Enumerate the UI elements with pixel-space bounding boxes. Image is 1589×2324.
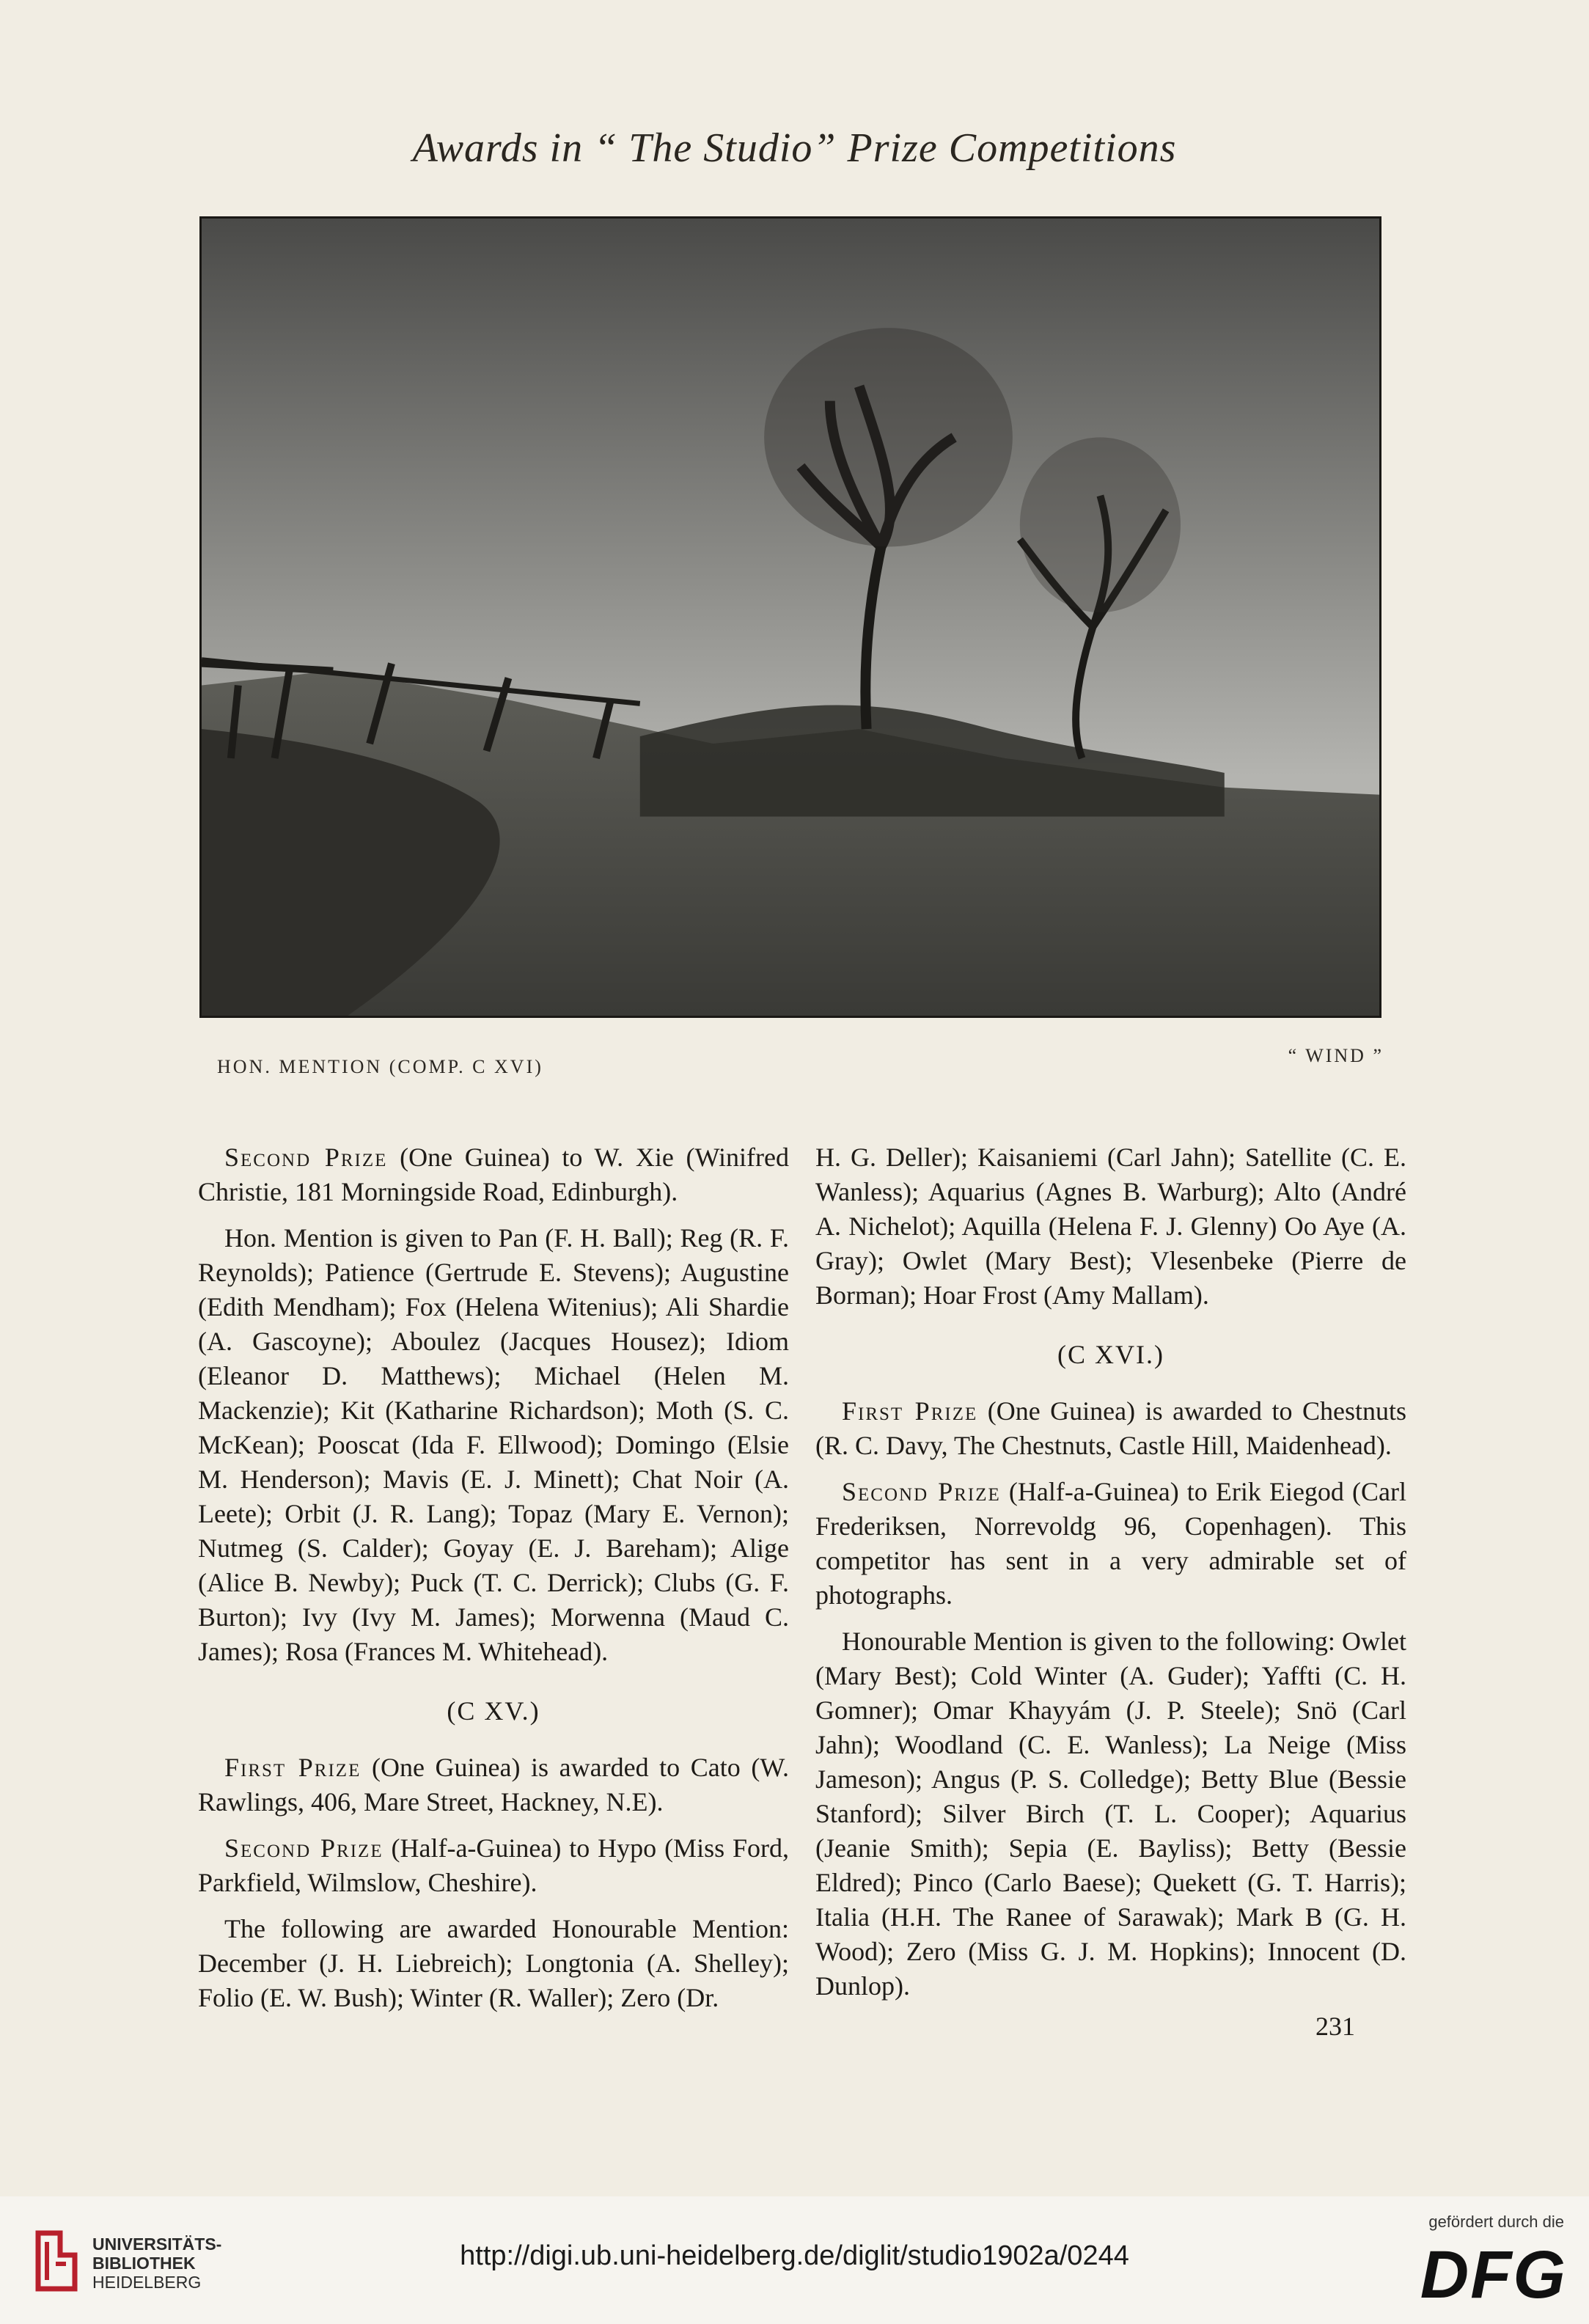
paragraph-text: (Half-a-Guinea) to Erik Eiegod (Carl Frederiksen, Norrevoldg 96, Copenhagen). This competitor has sent in a very admirable set of photographs.	[815, 1477, 1406, 1610]
paragraph	[198, 1831, 789, 1900]
section-heading: (C XVI.)	[1057, 1340, 1164, 1369]
paragraph: Hon. Mention is given to Pan (F. H. Ball); Reg (R. F. Reynolds); Patience (Gertrude E. Stevens); Augustine (Edith Mendham); Fox (Helena Witenius); Ali Shardie (A. Gascoyne); Aboulez (Jacques Housez); Idiom (Eleanor D. Matthews); Michael (Helen M. Mackenzie); Kit (Katharine Richardson); Moth (S. C. McKean); Pooscat (Ida F. Ellwood); Domingo (Elsie M. Henderson); Mavis (E. J. Minett); Chat Noir (A. Leete); Orbit (J. R. Lang); Topaz (Mary E. Vernon); Nutmeg (S. Calder); Goyay (E. J. Bareham); Alige (Alice B. Newby); Puck (T. C. Derrick); Clubs (G. F. Burton); Ivy (Ivy M. James); Morwenna (Maud C. James); Rosa (Frances M. Whitehead).	[198, 1223, 789, 1666]
funder-label: gefördert durch die	[1428, 2213, 1564, 2231]
photograph-wind	[199, 216, 1381, 1018]
library-name-line: BIBLIOTHEK	[92, 2254, 196, 2273]
paragraph	[198, 1751, 789, 1819]
small-caps-label: Second Prize	[842, 1477, 1001, 1506]
paragraph-text: (One Guinea) is awarded to Chestnuts (R. C. Davy, The Chestnuts, Castle Hill, Maidenhead).	[815, 1396, 1407, 1460]
footer-bar	[0, 2196, 1589, 2324]
dfg-logo: DFG	[1420, 2237, 1567, 2312]
section-heading: (C XV.)	[447, 1696, 540, 1726]
left-column	[198, 1140, 789, 2015]
small-caps-label: Second Prize	[224, 1143, 388, 1172]
paragraph: The following are awarded Honourable Mention: December (J. H. Liebreich); Longtonia (A. Shelley); Folio (E. W. Bush); Winter (R. Waller); Zero (Dr.	[198, 1914, 789, 2012]
paragraph-text: (One Guinea) is awarded to Cato (W. Rawlings, 406, Mare Street, Hackney, N.E).	[198, 1753, 790, 1817]
paragraph-text: (One Guinea) to W. Xie (Winifred Christie, 181 Morningside Road, Edinburgh).	[198, 1143, 789, 1206]
photo-caption-left: HON. MENTION (COMP. C XVI)	[217, 1056, 543, 1077]
permalink-url[interactable]: http://digi.ub.uni-heidelberg.de/diglit/studio1902a/0244	[460, 2240, 1129, 2271]
small-caps-label: First Prize	[224, 1753, 362, 1782]
library-name-line: UNIVERSITÄTS-	[92, 2235, 222, 2254]
paragraph	[815, 1475, 1406, 1613]
photo-caption-right: “ WIND ”	[1288, 1045, 1384, 1066]
paragraph: Honourable Mention is given to the following: Owlet (Mary Best); Cold Winter (A. Guder); Yaffti (C. H. Gomner); Omar Khayyám (J. P. Steele); Snö (Carl Jahn); Woodland (C. E. Wanless); La Neige (Miss Jameson); Angus (P. S. Colledge); Betty Blue (Bessie Stanford); Silver Birch (T. L. Cooper); Aquarius (Jeanie Smith); Sepia (E. Bayliss); Betty (Bessie Eldred); Pinco (Carlo Baese); Quekett (G. T. Harris); Italia (H.H. The Ranee of Sarawak); Mark B (G. H. Wood); Zero (Miss G. J. M. Hopkins); Innocent (D. Dunlop).	[815, 1627, 1406, 2001]
page-number: 231	[1315, 2012, 1355, 2041]
page-title: Awards in “ The Studio” Prize Competitions	[412, 125, 1177, 171]
paragraph	[198, 1140, 789, 1209]
paragraph	[815, 1394, 1406, 1463]
small-caps-label: First Prize	[842, 1396, 978, 1426]
library-name-line: HEIDELBERG	[92, 2273, 202, 2292]
small-caps-label: Second Prize	[224, 1833, 384, 1863]
paragraph-text: (Half-a-Guinea) to Hypo (Miss Ford, Parkfield, Wilmslow, Cheshire).	[198, 1833, 789, 1897]
paragraph: H. G. Deller); Kaisaniemi (Carl Jahn); Satellite (C. E. Wanless); Aquarius (Agnes B. Warburg); Alto (André A. Nichelot); Aquilla (Helena F. J. Glenny) Oo Aye (A. Gray); Owlet (Mary Best); Vlesenbeke (Pierre de Borman); Hoar Frost (Amy Mallam).	[815, 1143, 1406, 1310]
right-column	[815, 1140, 1406, 2004]
